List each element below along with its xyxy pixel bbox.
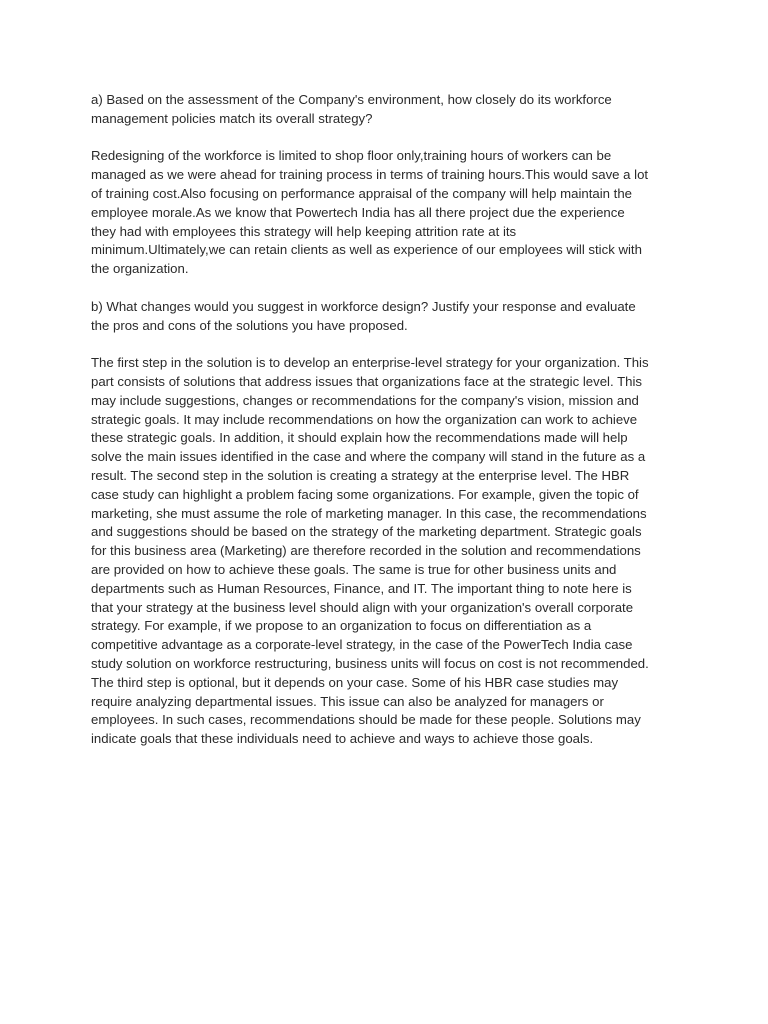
text-line: indicate goals that these individuals need to achieve and ways to achieve those goals. [91, 731, 594, 747]
text-line: strategy. For example, if we propose to an organization to focus on differentiation as a [91, 618, 592, 634]
text-line: are provided on how to achieve these goals. The same is true for other business units and [91, 561, 617, 577]
text-line: result. The second step in the solution is creating a strategy at the enterprise level. The HBR [91, 467, 630, 483]
text-line: they had with employees this strategy will help keeping attrition rate at its [91, 223, 517, 239]
text-line: part consists of solutions that address issues that organizations face at the strategic level. This [91, 373, 642, 389]
text-line: minimum.Ultimately,we can retain clients as well as experience of our employees will stick with [91, 242, 642, 258]
text-line: management policies match its overall strategy? [91, 110, 373, 126]
text-line: solve the main issues identified in the case and where the company will stand in the future as a [91, 449, 646, 465]
text-line: departments such as Human Resources, Finance, and IT. The important thing to note here is [91, 580, 632, 596]
text-line: competitive advantage as a corporate-level strategy, in the case of the PowerTech India case [91, 637, 633, 653]
text-line: managed as we were ahead for training process in terms of training hours.This would save a lot [91, 167, 649, 183]
text-line: for this business area (Marketing) are therefore recorded in the solution and recommendations [91, 543, 641, 559]
text-line: b) What changes would you suggest in workforce design? Justify your response and evaluate [91, 298, 636, 314]
text-line: case study can highlight a problem facing some organizations. For example, given the topic of [91, 486, 639, 502]
question-a-paragraph [91, 91, 676, 129]
answer-b-paragraph [91, 354, 676, 749]
text-line: and suggestions should be based on the strategy of the marketing department. Strategic goals [91, 524, 642, 540]
text-line: may include suggestions, changes or recommendations for the company's vision, mission and [91, 392, 639, 408]
text-line: Redesigning of the workforce is limited to shop floor only,training hours of workers can be [91, 148, 612, 164]
text-line: employee morale.As we know that Powertech India has all there project due the experience [91, 204, 625, 220]
text-line: employees. In such cases, recommendations should be made for these people. Solutions may [91, 712, 641, 728]
text-line: a) Based on the assessment of the Company's environment, how closely do its workforce [91, 92, 612, 107]
text-line: marketing, she must assume the role of marketing manager. In this case, the recommendations [91, 505, 647, 521]
question-b-paragraph [91, 298, 676, 336]
text-line: The first step in the solution is to develop an enterprise-level strategy for your organization. This [91, 355, 649, 371]
text-line: study solution on workforce restructuring, business units will focus on cost is not recommended. [91, 655, 649, 671]
text-line: these strategic goals. In addition, it should explain how the recommendations made will help [91, 430, 628, 446]
text-line: strategic goals. It may include recommendations on how the organization can work to achieve [91, 411, 638, 427]
answer-a-paragraph [91, 147, 676, 279]
document-body [91, 91, 676, 768]
text-line: require analyzing departmental issues. This issue can also be analyzed for managers or [91, 693, 604, 709]
text-line: the organization. [91, 261, 189, 277]
text-line: the pros and cons of the solutions you have proposed. [91, 317, 408, 333]
text-line: of training cost.Also focusing on performance appraisal of the company will help maintain the [91, 185, 632, 201]
text-line: The third step is optional, but it depends on your case. Some of his HBR case studies may [91, 674, 619, 690]
text-line: that your strategy at the business level should align with your organization's overall corporate [91, 599, 634, 615]
